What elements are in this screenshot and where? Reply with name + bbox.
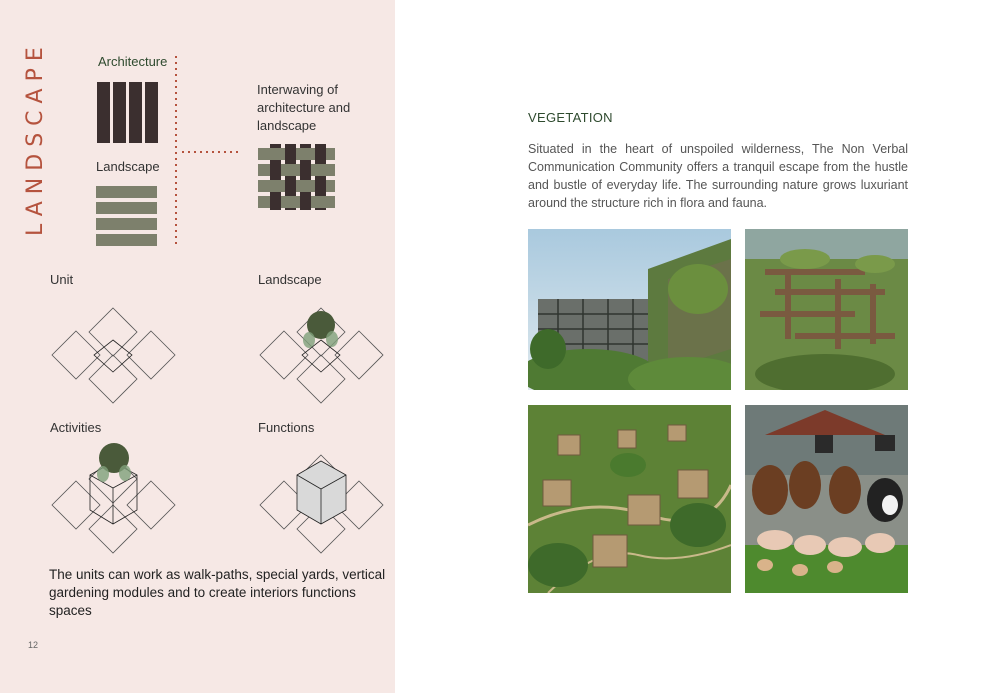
activities-diagram <box>52 443 175 553</box>
architecture-bars <box>97 82 158 143</box>
vegetation-body: Situated in the heart of unspoiled wilderness, The Non Verbal Communication Community offers a tranquil escape from the hustle and bustle of everyday life. The surrounding nature grows luxuriant around the structure rich in flora and fauna. <box>528 142 908 210</box>
left-panel <box>0 0 395 693</box>
woven-pattern <box>258 144 335 210</box>
interweave-label: Interwaving of architecture and landscape <box>257 82 351 133</box>
functions-label: Functions <box>258 420 315 435</box>
page-number: 12 <box>28 640 39 650</box>
photo-forest-cabins <box>528 405 731 593</box>
activities-label: Activities <box>50 420 102 435</box>
unit-label: Unit <box>50 272 74 287</box>
architecture-label: Architecture <box>98 54 168 69</box>
landscape-bars <box>96 186 157 246</box>
unit-landscape-label: Landscape <box>258 272 322 287</box>
functions-diagram <box>260 455 383 553</box>
caption: The units can work as walk-paths, special yards, vertical gardening modules and to create interiors functions spaces <box>49 567 386 618</box>
landscape-unit-diagram <box>260 308 383 403</box>
photo-farm-animals <box>745 405 908 593</box>
landscape-label: Landscape <box>96 159 160 174</box>
unit-diagram <box>52 308 175 403</box>
photo-aerial-terraces <box>745 229 908 390</box>
right-panel <box>395 0 987 693</box>
vegetation-title: VEGETATION <box>528 110 613 125</box>
vertical-title: LANDSCAPE <box>23 40 48 236</box>
photo-green-building <box>528 229 731 390</box>
